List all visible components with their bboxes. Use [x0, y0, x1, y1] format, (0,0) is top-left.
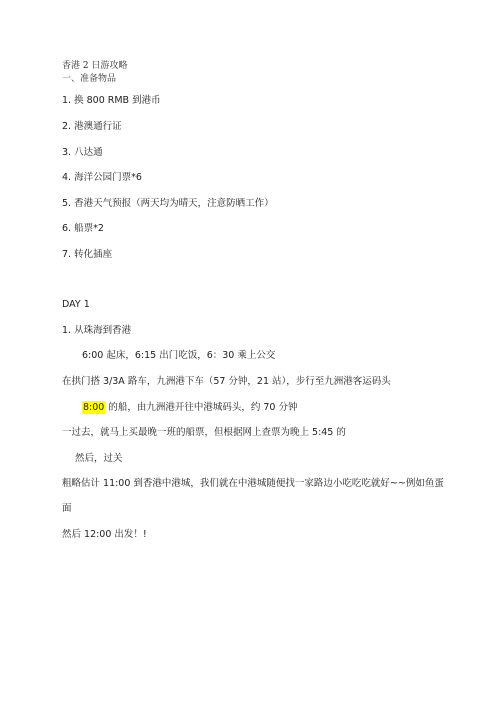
doc-title: 香港 2 日游攻略	[62, 61, 128, 71]
day-item: 1. 从珠海到香港	[62, 325, 132, 336]
schedule-line: 一过去，就马上买最晚一班的船票，但根据网上查票为晚上 5:45 的	[62, 427, 346, 438]
schedule-line: 粗略估计 11:00 到香港中港城，我们就在中港城随便找一家路边小吃吃吃就好~~例如鱼蛋	[62, 478, 444, 489]
list-item: 1. 换 800 RMB 到港币	[62, 95, 161, 106]
schedule-line: 面	[62, 503, 72, 514]
schedule-line: 然后 12:00 出发！!	[62, 529, 147, 540]
list-item: 6. 船票*2	[62, 223, 104, 234]
list-item: 2. 港澳通行证	[62, 121, 122, 132]
list-item: 3. 八达通	[62, 147, 103, 158]
schedule-line: 在拱门搭 3/3A 路车，九洲港下车（57 分钟，21 站），步行至九洲港客运码头	[62, 376, 391, 387]
day-heading: DAY 1	[62, 299, 90, 310]
list-item: 5. 香港天气预报（两天均为晴天，注意防晒工作）	[62, 198, 274, 209]
schedule-line: 6:00 起床，6:15 出门吃饭，6：30 乘上公交	[82, 350, 276, 361]
schedule-line: 然后，过关	[75, 453, 123, 464]
list-item: 7. 转化插座	[62, 249, 113, 260]
ferry-text: 的船，由九洲港开往中港城码头，约 70 分钟	[105, 402, 298, 413]
section-heading: 一、准备物品	[62, 74, 117, 84]
list-item: 4. 海洋公园门票*6	[62, 172, 142, 183]
schedule-line	[82, 402, 298, 414]
highlighted-time: 8:00	[83, 402, 105, 413]
